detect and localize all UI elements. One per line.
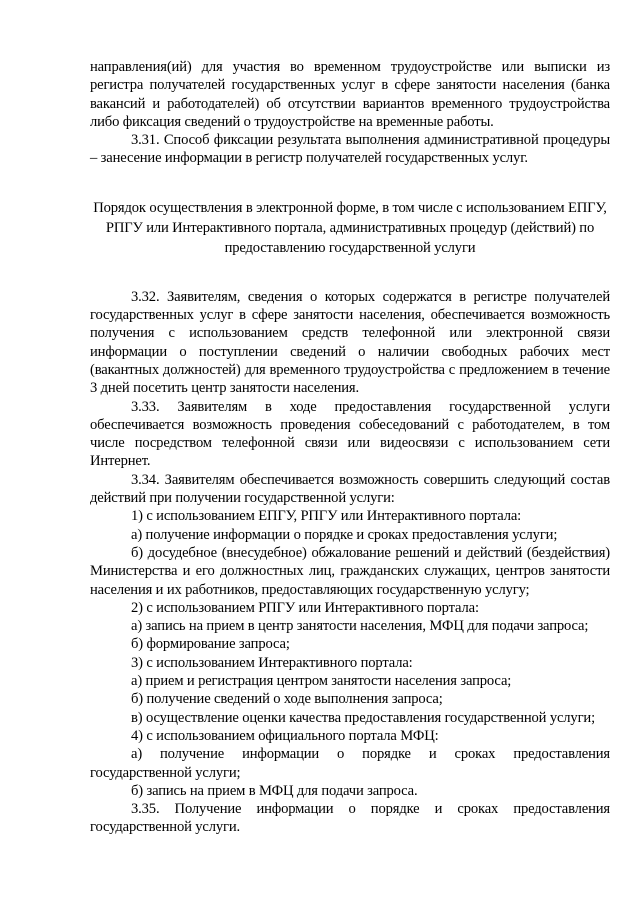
list-item-3c: в) осуществление оценки качества предоставления государственной услуги; [131,709,595,726]
list-item-2b: б) формирование запроса; [131,636,290,653]
paragraph-3-32: 3.32. Заявителям, сведения о которых содержатся в регистре получателей государственных услуг в сфере занятости населения, обеспечивается возможность получения с использованием средств телефонной или электронной связи информации о поступлении сведений о наличии свободных рабочих мест (вакантных должностей) для временного трудоустройства с предложением в течение 3 дней посетить центр занятости населения. [90,288,610,397]
paragraph-continuation: направления(ий) для участия во временном трудоустройстве или выписки из регистра получателей государственных услуг в сфере занятости населения (банка вакансий и работодателей) об отсутствии вариантов временного трудоустройства либо фиксация сведений о трудоустройстве на временные работы. [90,59,610,130]
paragraph-3-35: 3.35. Получение информации о порядке и сроках предоставления государственной услуги. [90,801,610,836]
list-item-3b: б) получение сведений о ходе выполнения запроса; [131,691,443,708]
list-item-2: 2) с использованием РПГУ или Интерактивного портала: [131,599,479,616]
list-item-4b: б) запись на прием в МФЦ для подачи запроса. [131,782,418,799]
section-heading: Порядок осуществления в электронной форме, в том числе с использованием ЕПГУ, РПГУ или Интерактивного портала, административных процедур (действий) по предоставлению государственной услуги [93,199,607,256]
list-item-1b: б) досудебное (внесудебное) обжалование решений и действий (бездействия) Министерства и его должностных лиц, гражданских служащих, центров занятости населения и их работников, предоставляющих государственную услугу; [90,544,610,598]
document-page [90,58,610,837]
list-item-4a: а) получение информации о порядке и сроках предоставления государственной услуги; [90,746,610,781]
paragraph-3-33: 3.33. Заявителям в ходе предоставления государственной услуги обеспечивается возможность проведения собеседований с работодателем, в том числе посредством телефонной связи или видеосвязи с использованием сети Интернет. [90,398,610,470]
list-item-1: 1) с использованием ЕПГУ, РПГУ или Интерактивного портала: [131,508,522,525]
list-item-4: 4) с использованием официального портала МФЦ: [131,727,439,744]
paragraph-3-34: 3.34. Заявителям обеспечивается возможность совершить следующий состав действий при получении государственной услуги: [90,471,610,507]
list-item-2a: а) запись на прием в центр занятости населения, МФЦ для подачи запроса; [131,618,589,635]
paragraph-3-31: 3.31. Способ фиксации результата выполнения административной процедуры – занесение информации в регистр получателей государственных услуг. [90,132,610,167]
list-item-1a: а) получение информации о порядке и сроках предоставления услуги; [131,526,558,543]
list-item-3a: а) прием и регистрация центром занятости населения запроса; [131,673,512,690]
list-item-3: 3) с использованием Интерактивного портала: [131,654,413,671]
